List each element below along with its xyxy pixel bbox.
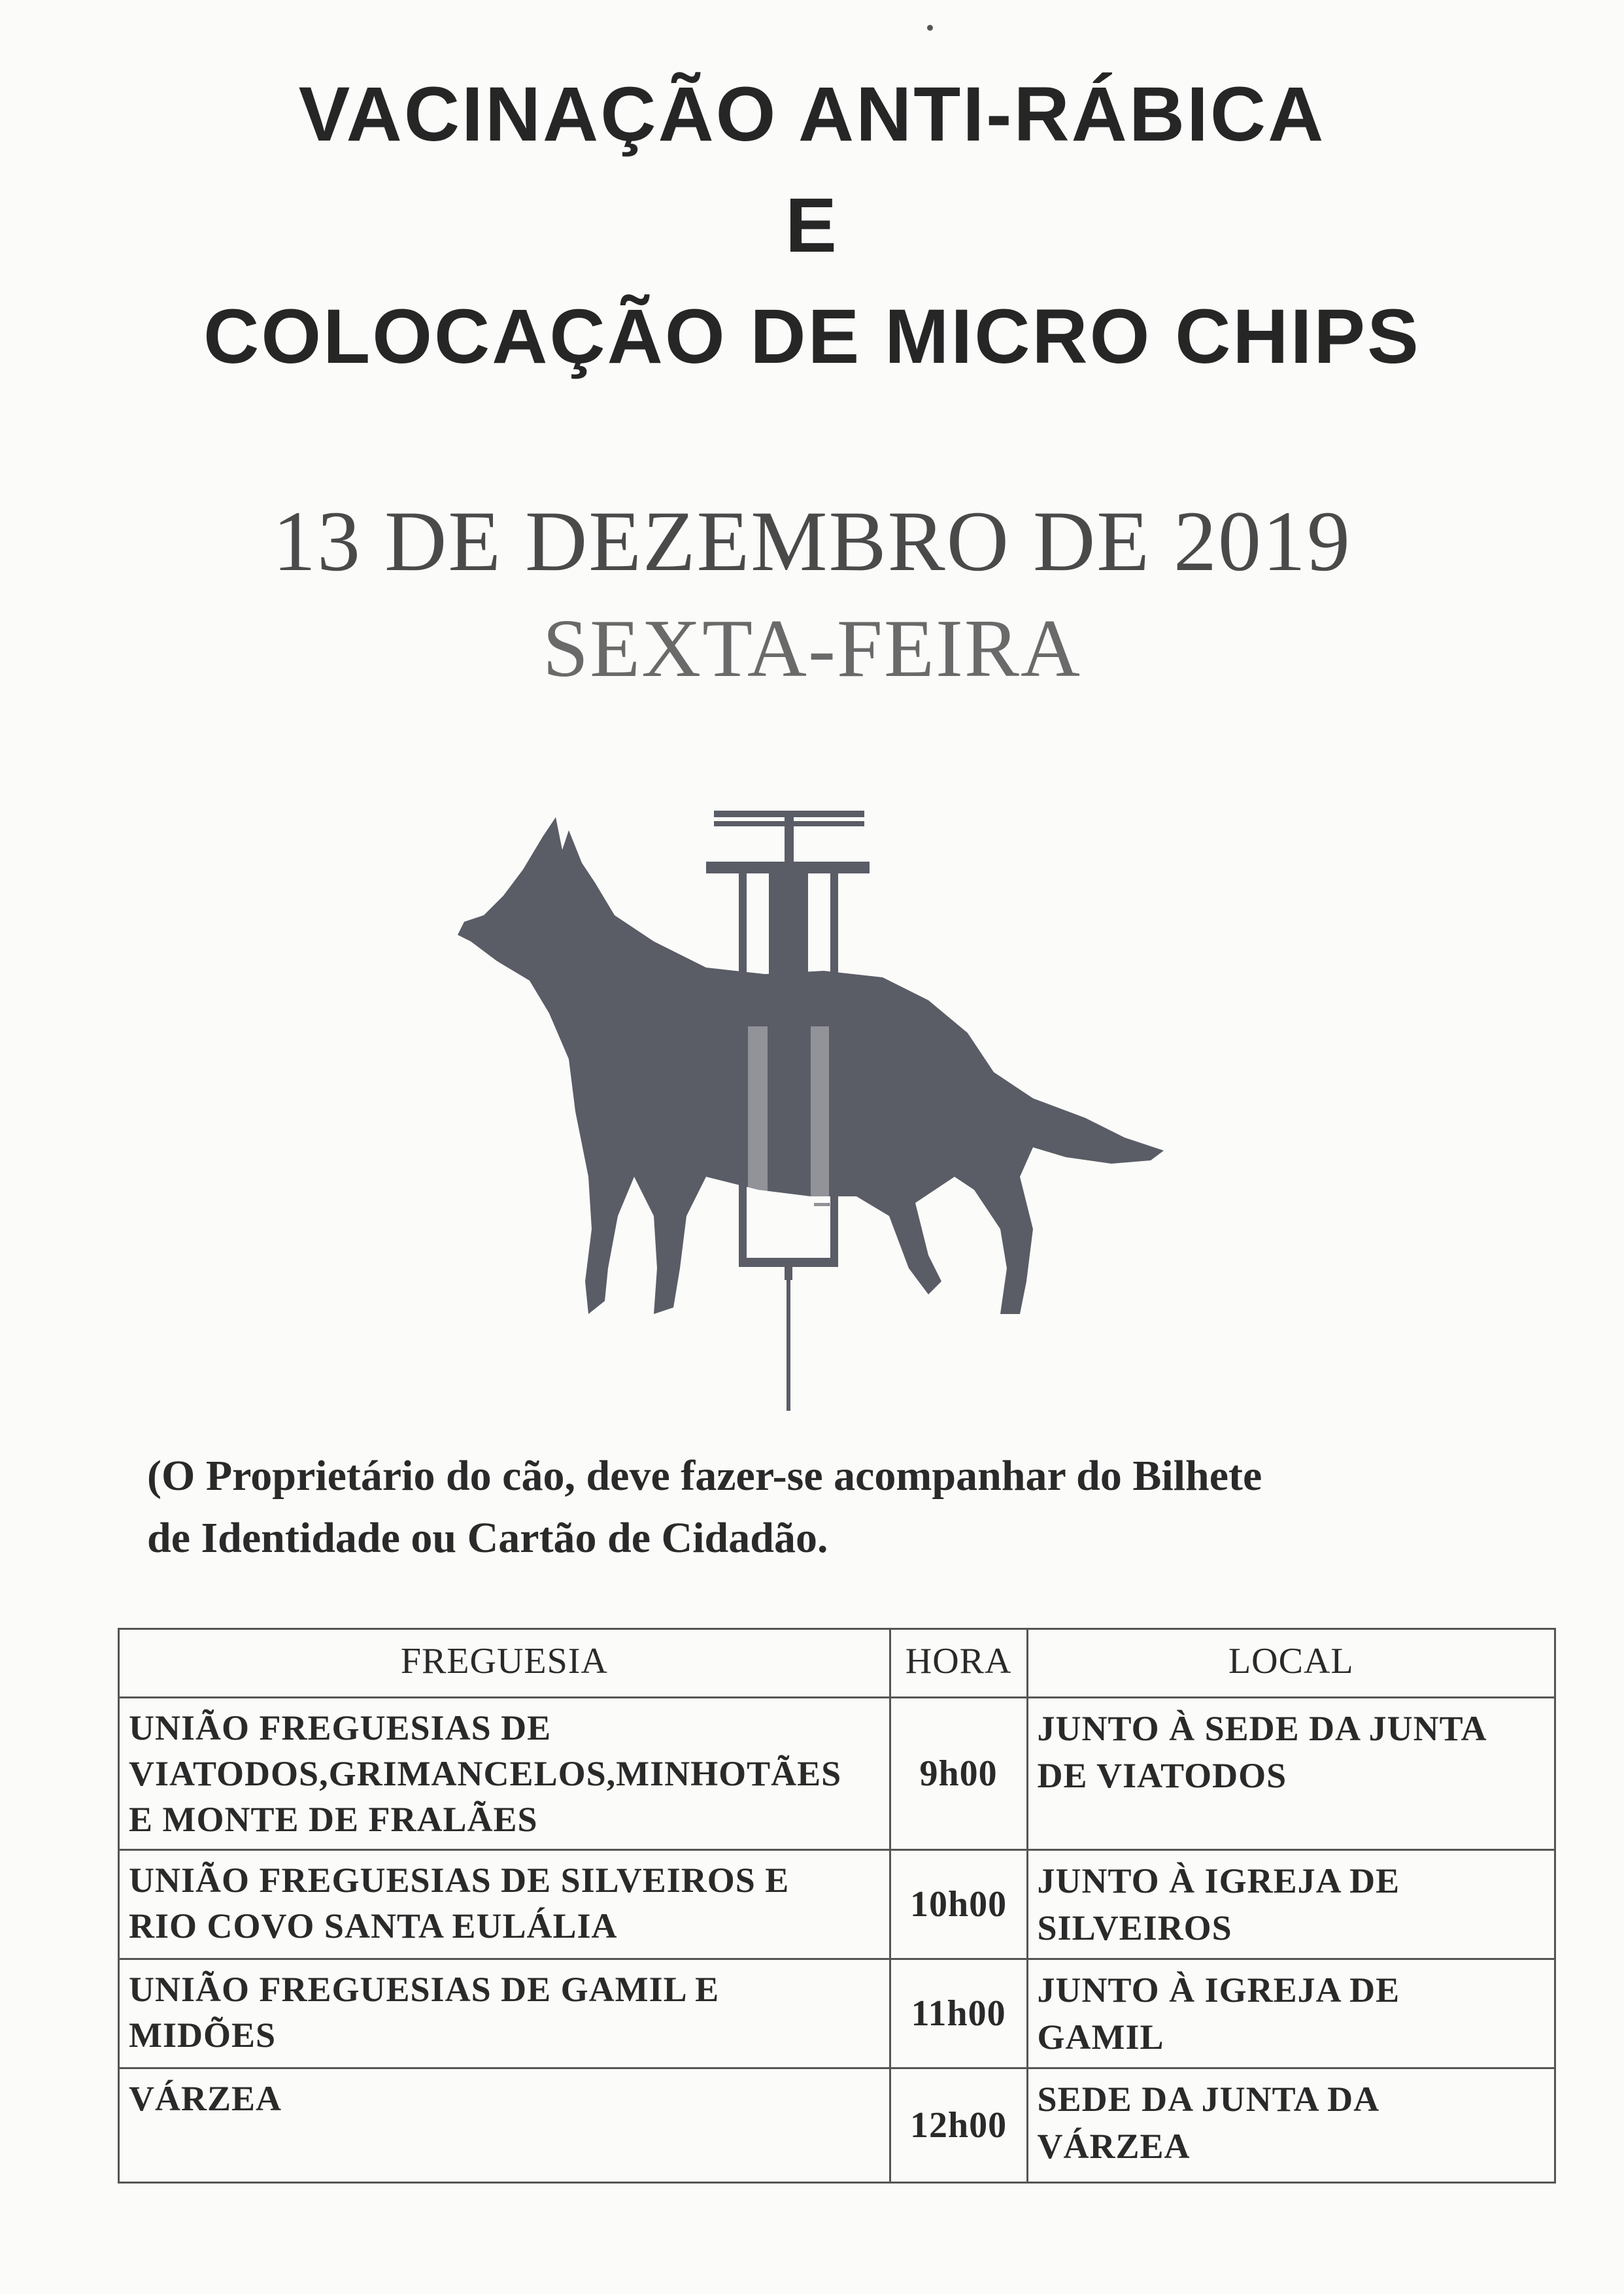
parish-line: MIDÕES — [129, 2016, 277, 2055]
row-place — [1027, 1850, 1555, 1959]
parish-line: RIO COVO SANTA EULÁLIA — [129, 1906, 618, 1946]
owner-notice-line-2: de Identidade ou Cartão de Cidadão. — [147, 1514, 828, 1562]
poster-title — [0, 59, 1624, 392]
parish-line: VIATODOS,GRIMANCELOS,MINHOTÃES — [129, 1754, 842, 1793]
place-line: VÁRZEA — [1037, 2127, 1191, 2166]
owner-notice-line-1: (O Proprietário do cão, deve fazer-se acompanhar do Bilhete — [147, 1452, 1262, 1500]
title-line-1: VACINAÇÃO ANTI-RÁBICA — [298, 71, 1326, 158]
row-hour: 10h00 — [890, 1850, 1027, 1959]
event-date: 13 DE DEZEMBRO DE 2019 — [273, 493, 1351, 589]
row-place — [1027, 2068, 1555, 2183]
table-row — [119, 1959, 1555, 2068]
parish-line: UNIÃO FREGUESIAS DE SILVEIROS E — [129, 1861, 790, 1900]
event-weekday: SEXTA-FEIRA — [543, 603, 1081, 694]
place-line: JUNTO À IGREJA DE — [1037, 1970, 1400, 2010]
row-hour: 9h00 — [890, 1698, 1027, 1850]
row-parish — [119, 2068, 890, 2183]
title-line-2: E — [785, 182, 839, 269]
row-place — [1027, 1698, 1555, 1850]
event-date-block — [0, 487, 1624, 703]
place-line: SEDE DA JUNTA DA — [1037, 2080, 1380, 2119]
row-hour: 12h00 — [890, 2068, 1027, 2183]
place-line: JUNTO À IGREJA DE — [1037, 1861, 1400, 1900]
row-place — [1027, 1959, 1555, 2068]
schedule-table — [118, 1628, 1556, 2184]
parish-line: UNIÃO FREGUESIAS DE — [129, 1708, 552, 1747]
table-row — [119, 2068, 1555, 2183]
parish-line: UNIÃO FREGUESIAS DE GAMIL E — [129, 1970, 720, 2009]
header-parish: FREGUESIA — [119, 1629, 890, 1698]
table-row — [119, 1850, 1555, 1959]
row-parish — [119, 1959, 890, 2068]
header-place: LOCAL — [1027, 1629, 1555, 1698]
scan-speck — [927, 25, 933, 31]
place-line: GAMIL — [1037, 2017, 1164, 2057]
table-row — [119, 1698, 1555, 1850]
owner-notice — [147, 1445, 1520, 1569]
row-parish — [119, 1698, 890, 1850]
header-hour: HORA — [890, 1629, 1027, 1698]
place-line: DE VIATODOS — [1037, 1756, 1287, 1795]
place-line: JUNTO À SEDE DA JUNTA — [1037, 1709, 1487, 1748]
title-line-3: COLOCAÇÃO DE MICRO CHIPS — [203, 294, 1421, 380]
table-header-row — [119, 1629, 1555, 1698]
place-line: SILVEIROS — [1037, 1908, 1232, 1948]
row-parish — [119, 1850, 890, 1959]
parish-line: VÁRZEA — [129, 2079, 282, 2118]
parish-line: E MONTE DE FRALÃES — [129, 1800, 538, 1839]
row-hour: 11h00 — [890, 1959, 1027, 2068]
dog-with-syringe-icon — [458, 811, 1190, 1432]
